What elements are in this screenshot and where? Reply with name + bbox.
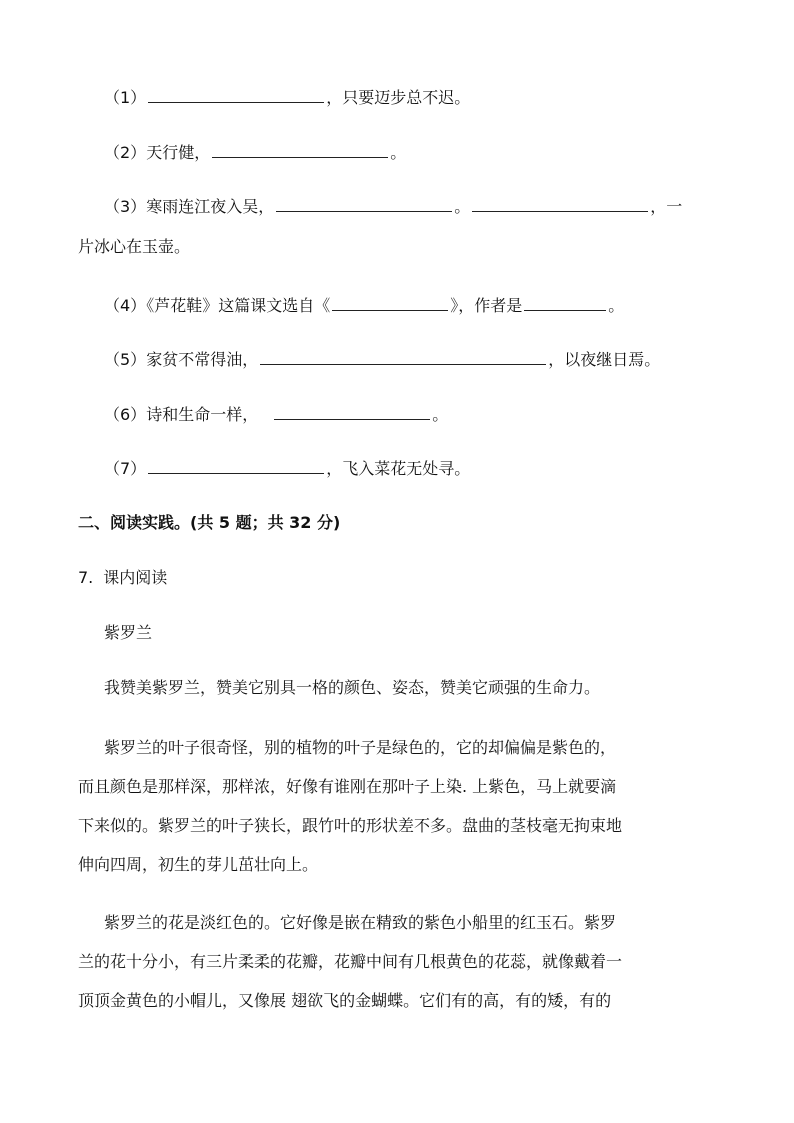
item-number: （5） xyxy=(104,350,147,369)
paragraph-line: 下来似的。紫罗兰的叶子狭长，跟竹叶的形状差不多。盘曲的茎枝毫无拘束地 xyxy=(78,816,623,835)
item-text: ，只要迈步总不迟。 xyxy=(326,88,471,107)
answer-blank[interactable] xyxy=(274,403,430,420)
fill-item-6 xyxy=(104,403,448,426)
item-number: （4） xyxy=(104,296,147,315)
item-text: 。 xyxy=(432,405,449,424)
paragraph-line: 而且颜色是那样深，那样浓，好像有谁刚在那叶子上染. 上紫色，马上就要滴 xyxy=(78,777,617,796)
fill-item-7 xyxy=(104,457,470,480)
paragraph-line: 紫罗兰的叶子很奇怪，别的植物的叶子是绿色的，它的却偏偏是紫色的， xyxy=(104,738,617,757)
fill-item-4 xyxy=(104,294,624,317)
passage-paragraph-3 xyxy=(78,903,716,1020)
question-number: 7. xyxy=(78,568,94,587)
item-text: 。 xyxy=(454,197,471,216)
answer-blank[interactable] xyxy=(472,195,648,212)
item-text: 《芦花鞋》这篇课文选自《 xyxy=(146,296,331,315)
fill-item-3-continued xyxy=(78,236,190,258)
answer-blank[interactable] xyxy=(276,195,452,212)
item-text: 家贫不常得油， xyxy=(146,350,259,369)
fill-item-5 xyxy=(104,348,660,371)
answer-blank[interactable] xyxy=(332,294,448,311)
question-title: 课内阅读 xyxy=(103,568,168,587)
answer-blank[interactable] xyxy=(524,294,606,311)
item-number: （7） xyxy=(104,459,147,478)
item-text: 天行健， xyxy=(146,143,211,162)
paragraph-line: 顶顶金黄色的小帽儿，又像展 翅欲飞的金蝴蝶。它们有的高，有的矮，有的 xyxy=(78,991,612,1010)
item-text: ，一 xyxy=(650,197,683,216)
item-text: 》，作者是 xyxy=(450,296,523,315)
item-text: 寒雨连江夜入吴， xyxy=(146,197,275,216)
fill-item-1 xyxy=(104,86,470,109)
answer-blank[interactable] xyxy=(212,141,388,158)
passage-paragraph-1: 我赞美紫罗兰，赞美它别具一格的颜色、姿态，赞美它顽强的生命力。 xyxy=(104,678,601,697)
fill-item-2 xyxy=(104,141,406,164)
answer-blank[interactable] xyxy=(148,86,324,103)
item-text: 片冰心在玉壶。 xyxy=(78,237,191,256)
paragraph-line: 兰的花十分小，有三片柔柔的花瓣，花瓣中间有几根黄色的花蕊，就像戴着一 xyxy=(78,952,623,971)
paragraph-line: 伸向四周，初生的芽儿茁壮向上。 xyxy=(78,855,319,874)
passage-title: 紫罗兰 xyxy=(104,623,153,642)
question-7-header xyxy=(78,567,167,589)
section-heading: 二、阅读实践。(共 5 题；共 32 分) xyxy=(78,513,341,532)
item-number: （1） xyxy=(104,88,147,107)
passage-paragraph-2 xyxy=(78,728,716,884)
answer-blank[interactable] xyxy=(260,348,546,365)
item-text: ，以夜继日焉。 xyxy=(548,350,661,369)
paragraph-line: 紫罗兰的花是淡红色的。它好像是嵌在精致的紫色小船里的红玉石。紫罗 xyxy=(104,913,617,932)
fill-item-3 xyxy=(104,195,682,218)
item-text: 。 xyxy=(608,296,625,315)
item-number: （2） xyxy=(104,143,147,162)
item-text: 诗和生命一样， xyxy=(146,405,259,424)
item-text: ，飞入菜花无处寻。 xyxy=(326,459,471,478)
item-text: 。 xyxy=(390,143,407,162)
item-number: （3） xyxy=(104,197,147,216)
item-number: （6） xyxy=(104,405,147,424)
answer-blank[interactable] xyxy=(148,457,324,474)
